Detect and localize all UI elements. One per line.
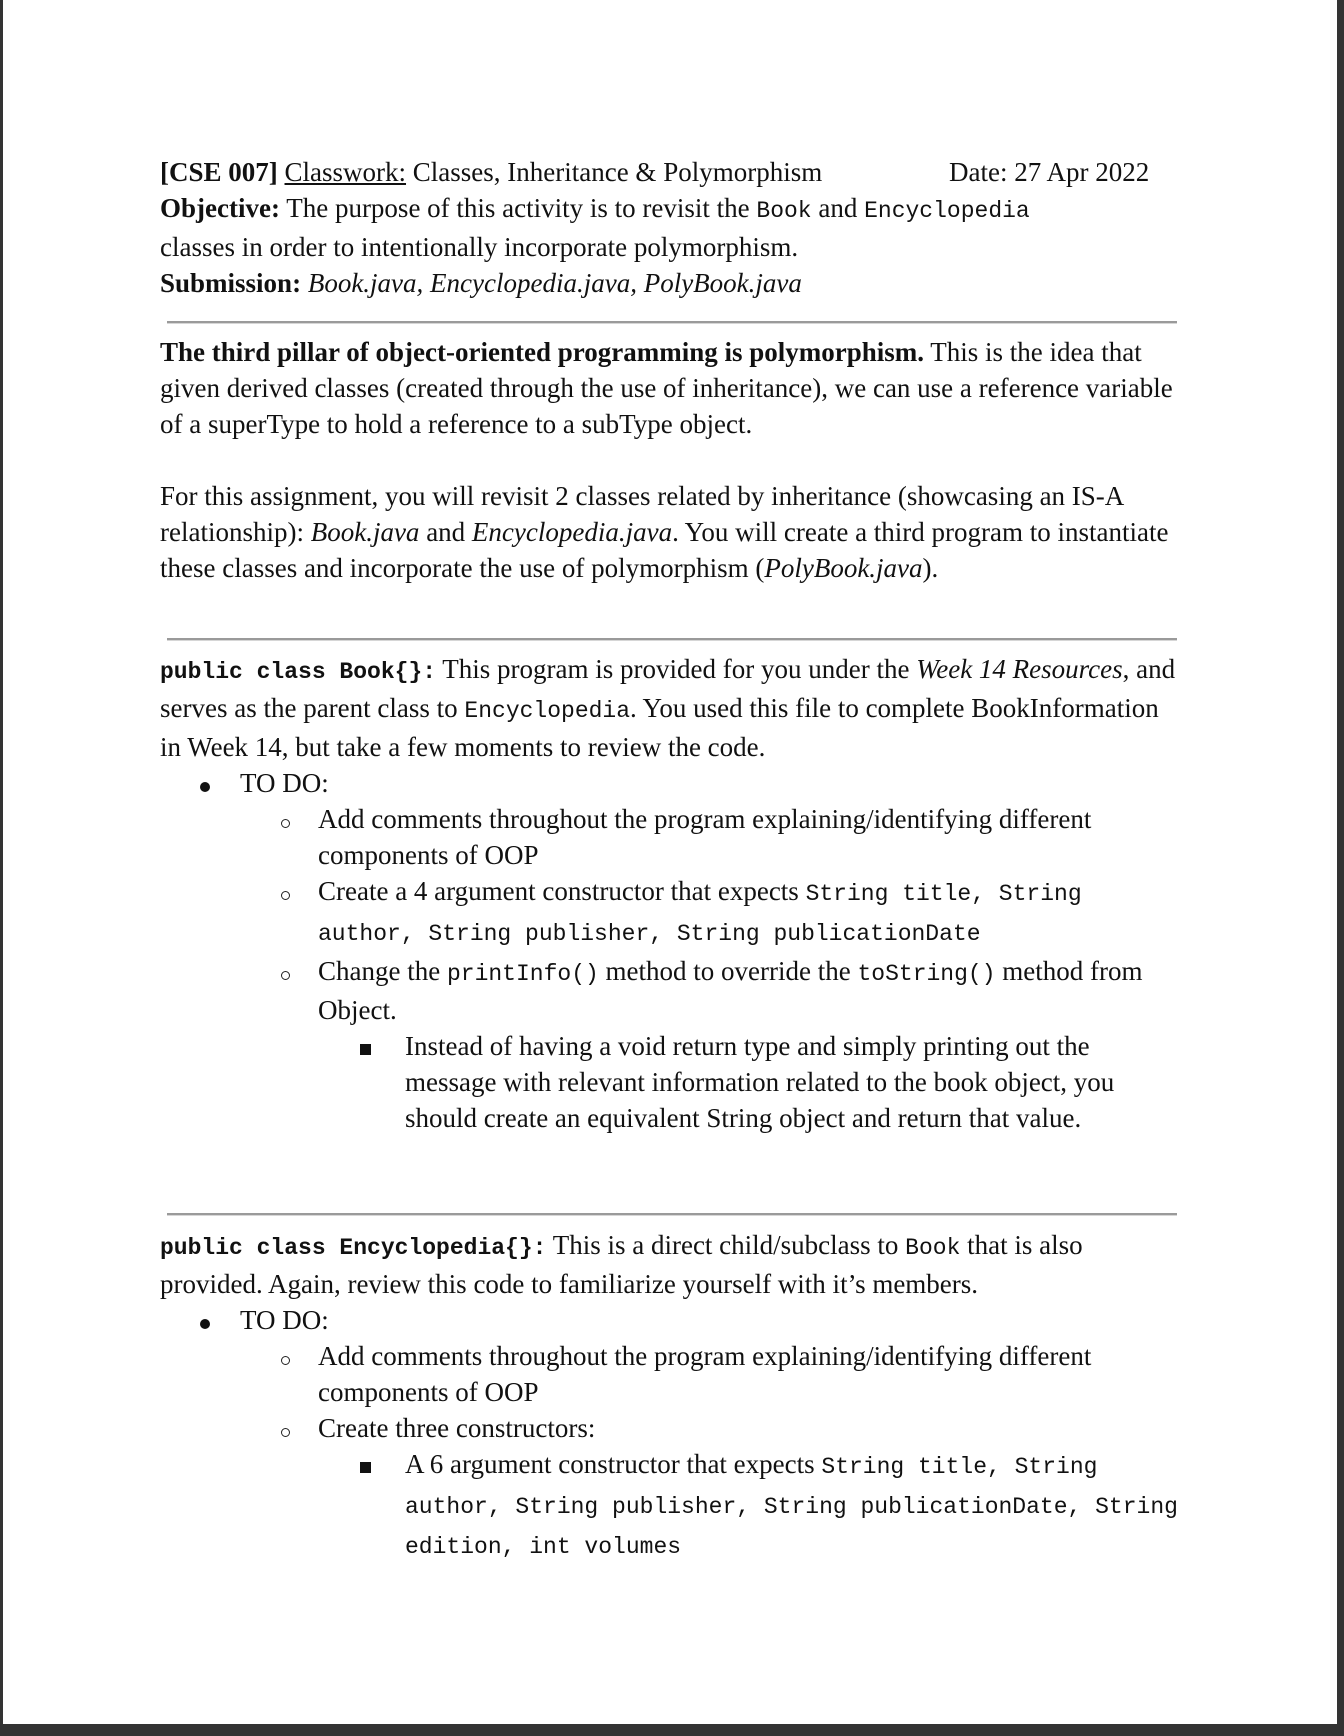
encyclopedia-section bbox=[160, 1227, 1180, 1566]
code-book: Book bbox=[756, 198, 812, 224]
week14-resources: Week 14 Resources bbox=[916, 654, 1123, 684]
todo-subsubitem bbox=[160, 1446, 1180, 1566]
bullet-circle-icon bbox=[281, 953, 290, 989]
objective-text: and bbox=[811, 193, 865, 223]
objective bbox=[160, 190, 1180, 265]
code-tostring: toString() bbox=[857, 961, 996, 987]
todo-text: Create three constructors: bbox=[318, 1413, 596, 1443]
todo-subitem bbox=[160, 953, 1180, 1028]
submission-files: Book.java, Encyclopedia.java, PolyBook.java bbox=[301, 268, 802, 298]
assignment-text: For this assignment, you will revisit 2 classes related by inheritance (showcasing an IS-A relationship): bbox=[160, 481, 1123, 547]
todo-text: method from Object. bbox=[318, 956, 1143, 1025]
constructor-signature: String title, String author, String publisher, String publicationDate, String edition, int volumes bbox=[405, 1454, 1178, 1560]
code-encyclopedia: Encyclopedia bbox=[464, 698, 631, 724]
course-code: [CSE 007] bbox=[160, 157, 278, 187]
todo-text: method to override the bbox=[598, 956, 858, 986]
assignment-text: ). bbox=[922, 553, 939, 583]
bullet-square-icon bbox=[360, 1028, 371, 1064]
bullet-dot-icon bbox=[200, 1302, 210, 1338]
file-encyclopedia: Encyclopedia.java bbox=[471, 517, 673, 547]
intro-section bbox=[160, 334, 1180, 586]
book-todo-list bbox=[160, 765, 1180, 1136]
todo-label: TO DO: bbox=[240, 1305, 329, 1335]
todo-item bbox=[160, 765, 1180, 801]
section-divider bbox=[167, 1213, 1177, 1216]
section-divider bbox=[167, 638, 1177, 641]
assignment-text: . You will create a third program to instantiate these classes and incorporate the use of polymorphism ( bbox=[160, 517, 1169, 583]
encyclopedia-description bbox=[160, 1227, 1180, 1302]
todo-text: Add comments throughout the program explaining/identifying different components of OOP bbox=[318, 804, 1092, 870]
book-description bbox=[160, 651, 1180, 765]
assignment-paragraph bbox=[160, 478, 1180, 586]
todo-label: TO DO: bbox=[240, 768, 329, 798]
todo-text: Add comments throughout the program explaining/identifying different components of OOP bbox=[318, 1341, 1092, 1407]
book-text: This program is provided for you under the bbox=[436, 654, 917, 684]
encyclopedia-todo-list bbox=[160, 1302, 1180, 1566]
document-header bbox=[160, 154, 1180, 301]
todo-subitem bbox=[160, 873, 1180, 953]
todo-subitem bbox=[160, 1410, 1180, 1446]
intro-text: This is the idea that given derived classes (created through the use of inheritance), we can use a reference variable of a superType to hold a reference to a subType object. bbox=[160, 337, 1173, 439]
bullet-circle-icon bbox=[281, 1338, 290, 1374]
code-printinfo: printInfo() bbox=[446, 961, 599, 987]
book-text: , and serves as the parent class to bbox=[160, 654, 1176, 723]
todo-subsubitem bbox=[160, 1028, 1180, 1136]
encyclopedia-text: that is also provided. Again, review this code to familiarize yourself with it’s members. bbox=[160, 1230, 1083, 1299]
book-text: . You used this file to complete BookInformation in Week 14, but take a few moments to review the code. bbox=[160, 693, 1159, 762]
assignment-date: Date: 27 Apr 2022 bbox=[949, 157, 1150, 187]
intro-bold-sentence: The third pillar of object-oriented programming is polymorphism. bbox=[160, 337, 924, 367]
assignment-type: Classwork: bbox=[284, 157, 407, 187]
book-section bbox=[160, 651, 1180, 1136]
todo-text: A 6 argument constructor that expects bbox=[405, 1449, 822, 1479]
todo-subitem bbox=[160, 1338, 1180, 1410]
encyclopedia-class-heading: public class Encyclopedia{}: bbox=[160, 1235, 547, 1261]
intro-paragraph bbox=[160, 334, 1180, 442]
bullet-square-icon bbox=[360, 1446, 371, 1482]
header-title-line bbox=[160, 154, 1180, 190]
submission bbox=[160, 265, 1180, 301]
todo-subitem bbox=[160, 801, 1180, 873]
submission-label: Submission: bbox=[160, 268, 302, 298]
todo-text: Create a 4 argument constructor that expects bbox=[318, 876, 806, 906]
todo-text: Change the bbox=[318, 956, 447, 986]
bullet-circle-icon bbox=[281, 1410, 290, 1446]
objective-label: Objective: bbox=[160, 193, 280, 223]
todo-item bbox=[160, 1302, 1180, 1338]
assignment-text: and bbox=[419, 517, 472, 547]
assignment-title: Classes, Inheritance & Polymorphism bbox=[406, 157, 823, 187]
bullet-dot-icon bbox=[200, 765, 210, 801]
objective-text: classes in order to intentionally incorporate polymorphism. bbox=[160, 232, 799, 262]
code-encyclopedia: Encyclopedia bbox=[864, 198, 1030, 224]
file-polybook: PolyBook.java bbox=[764, 553, 923, 583]
bullet-circle-icon bbox=[281, 873, 290, 909]
book-class-heading: public class Book{}: bbox=[160, 659, 437, 685]
encyclopedia-text: This is a direct child/subclass to bbox=[546, 1230, 906, 1260]
todo-text: Instead of having a void return type and simply printing out the message with relevant information related to the book object, you should create an equivalent String object and return that value. bbox=[405, 1031, 1115, 1133]
constructor-signature: String title, String author, String publisher, String publicationDate bbox=[318, 881, 1082, 947]
file-book: Book.java bbox=[310, 517, 420, 547]
bullet-circle-icon bbox=[281, 801, 290, 837]
objective-text: The purpose of this activity is to revisit the bbox=[279, 193, 757, 223]
section-divider bbox=[167, 321, 1177, 324]
code-book: Book bbox=[905, 1235, 961, 1261]
